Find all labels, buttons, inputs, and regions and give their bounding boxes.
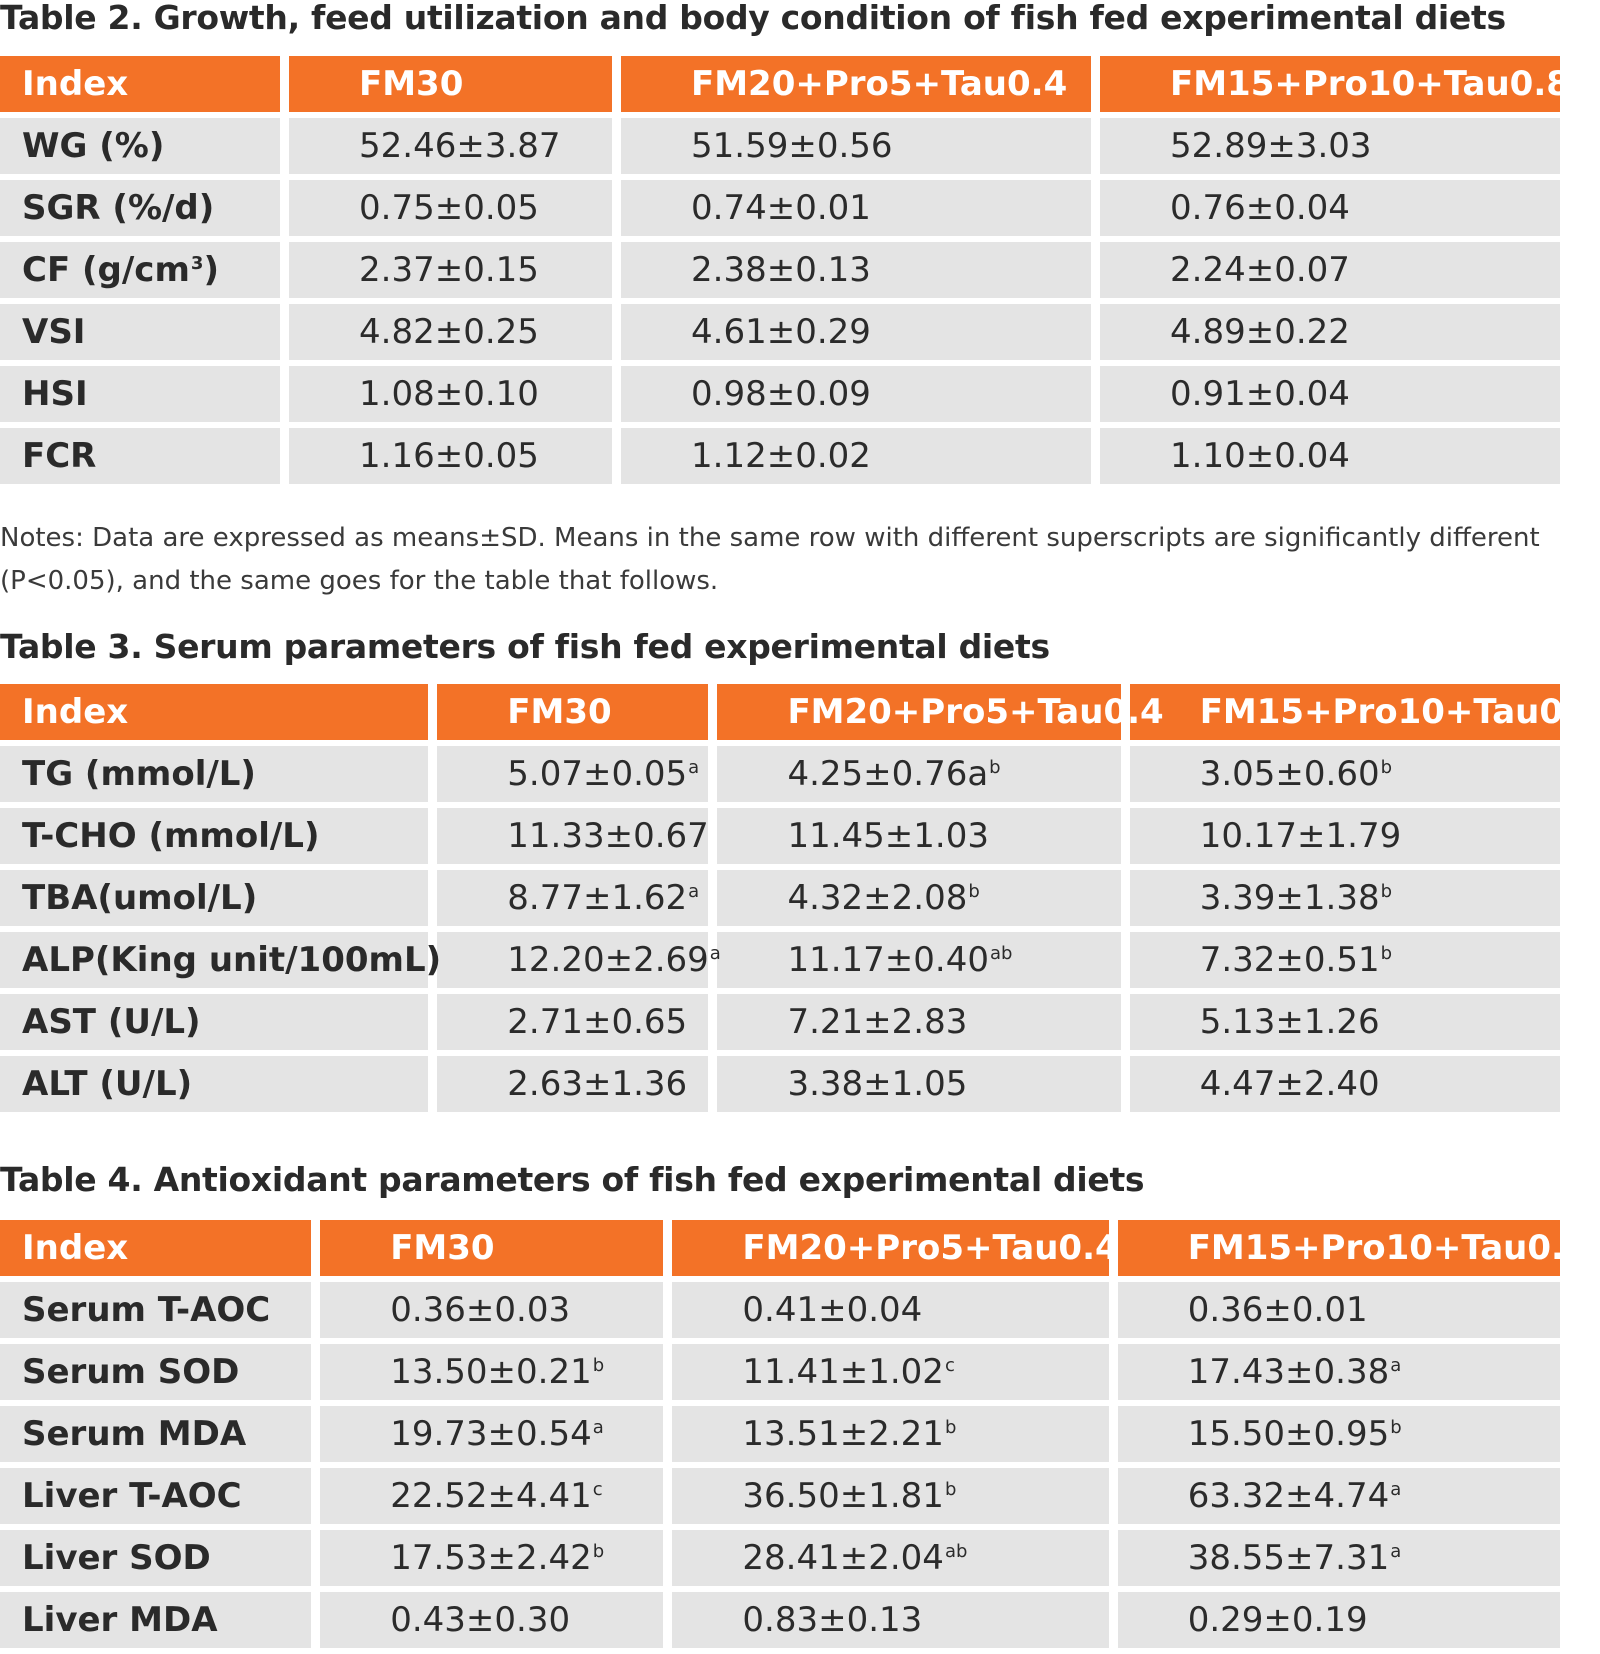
value-cell (289, 428, 612, 484)
significance-superscript: a (592, 1416, 604, 1438)
value-text: 0.43±0.30 (390, 1600, 571, 1640)
value-text: 2.71±0.65 (507, 1002, 688, 1042)
row-index-label (0, 428, 280, 484)
row-index-label (0, 746, 428, 802)
table3-title: Table 3. Serum parameters of fish fed experimental diets (0, 627, 1050, 666)
value-cell (717, 808, 1120, 864)
row-index-label (0, 932, 442, 988)
value-cell (621, 242, 1091, 298)
significance-superscript: b (1380, 880, 1393, 902)
value-cell (289, 118, 612, 174)
value-text: 38.55±7.31 (1187, 1538, 1390, 1578)
value-text: 1.16±0.05 (359, 436, 539, 476)
value-cell (289, 304, 612, 360)
significance-superscript: b (1380, 942, 1393, 964)
value-cell (621, 304, 1091, 360)
index-text: TBA(umol/L) (22, 878, 258, 918)
header-diet: FM15+Pro10+Tau0.8 (1130, 684, 1560, 740)
value-text: 17.43±0.38 (1187, 1352, 1390, 1392)
value-text: 3.05±0.60 (1199, 754, 1380, 794)
value-text: 4.82±0.25 (359, 312, 539, 352)
table4-title: Table 4. Antioxidant parameters of fish fed experimental diets (0, 1160, 1145, 1199)
value-cell (1100, 304, 1560, 360)
index-text: TG (mmol/L) (22, 754, 256, 794)
header-diet: FM30 (320, 1220, 663, 1276)
table-row (0, 1468, 1560, 1524)
row-index-label (0, 870, 428, 926)
value-text: 7.21±2.83 (787, 1002, 968, 1042)
value-cell (1130, 1056, 1560, 1112)
table-row (0, 1406, 1560, 1462)
value-cell (717, 1056, 1120, 1112)
index-text: Serum MDA (22, 1414, 247, 1454)
header-diet: FM15+Pro10+Tau0.8 (1100, 56, 1560, 112)
index-text: ALP(King unit/100mL) (22, 940, 442, 980)
value-text: 11.33±0.67 (507, 816, 709, 856)
value-text: 5.13±1.26 (1199, 1002, 1380, 1042)
value-text: 28.41±2.04 (742, 1538, 944, 1578)
row-index-label (0, 1592, 311, 1648)
value-text: 10.17±1.79 (1199, 816, 1402, 856)
value-text: 4.61±0.29 (691, 312, 871, 352)
value-cell (621, 180, 1091, 236)
significance-superscript: a (709, 942, 721, 964)
index-text: SGR (%/d) (22, 188, 215, 228)
index-text: VSI (22, 312, 86, 352)
value-text: 4.47±2.40 (1199, 1064, 1380, 1104)
value-text: 7.32±0.51 (1199, 940, 1380, 980)
header-diet: FM30 (289, 56, 612, 112)
value-text: 22.52±4.41 (390, 1476, 592, 1516)
value-cell (1100, 428, 1560, 484)
table-row (0, 304, 1560, 360)
value-text: 0.74±0.01 (691, 188, 871, 228)
value-cell (672, 1406, 1108, 1462)
value-text: 1.08±0.10 (359, 374, 539, 414)
header-diet: FM30 (437, 684, 708, 740)
significance-superscript: b (968, 880, 980, 902)
value-cell (1130, 746, 1560, 802)
value-text: 52.89±3.03 (1170, 126, 1372, 166)
value-cell (621, 428, 1091, 484)
value-text: 0.36±0.01 (1187, 1290, 1368, 1330)
value-text: 36.50±1.81 (742, 1476, 944, 1516)
row-index-label (0, 366, 280, 422)
significance-superscript: a (1390, 1478, 1402, 1500)
value-cell (1100, 180, 1560, 236)
significance-superscript: b (1380, 756, 1393, 778)
table-row (0, 994, 1560, 1050)
value-cell (672, 1468, 1108, 1524)
row-index-label (0, 304, 280, 360)
significance-superscript: ab (989, 942, 1013, 964)
value-cell (1100, 118, 1560, 174)
table-row (0, 428, 1560, 484)
index-text: Serum SOD (22, 1352, 240, 1392)
significance-superscript: a (1390, 1354, 1402, 1376)
row-index-label (0, 1530, 311, 1586)
value-text: 0.98±0.09 (691, 374, 871, 414)
table-row (0, 808, 1560, 864)
header-row (0, 56, 1560, 112)
value-cell (1118, 1406, 1560, 1462)
value-cell (1118, 1592, 1560, 1648)
table2-title: Table 2. Growth, feed utilization and body condition of fish fed experimental diets (0, 0, 1506, 37)
index-text: Serum T-AOC (22, 1290, 271, 1330)
value-cell (672, 1282, 1108, 1338)
value-text: 11.41±1.02 (742, 1352, 944, 1392)
value-text: 1.12±0.02 (691, 436, 871, 476)
value-cell (437, 932, 721, 988)
header-diet: FM20+Pro5+Tau0.4 (672, 1220, 1108, 1276)
value-cell (672, 1530, 1108, 1586)
table-row (0, 1592, 1560, 1648)
row-index-label (0, 1056, 428, 1112)
value-text: 0.29±0.19 (1187, 1600, 1368, 1640)
header-diet: FM15+Pro10+Tau0.8 (1118, 1220, 1560, 1276)
significance-superscript: b (592, 1540, 605, 1562)
table-row (0, 242, 1560, 298)
value-cell (717, 870, 1120, 926)
table-row (0, 180, 1560, 236)
value-text: 13.51±2.21 (742, 1414, 944, 1454)
value-cell (320, 1530, 663, 1586)
value-text: 3.38±1.05 (787, 1064, 968, 1104)
value-text: 11.45±1.03 (787, 816, 989, 856)
significance-superscript: b (944, 1416, 957, 1438)
index-text: Liver T-AOC (22, 1476, 242, 1516)
value-cell (1118, 1282, 1560, 1338)
row-index-label (0, 242, 280, 298)
value-text: 11.17±0.40 (787, 940, 989, 980)
table3 (0, 678, 1600, 1118)
significance-superscript: c (592, 1478, 603, 1500)
value-text: 0.75±0.05 (359, 188, 539, 228)
index-text: Liver SOD (22, 1538, 211, 1578)
value-text: 52.46±3.87 (359, 126, 561, 166)
significance-superscript: c (944, 1354, 955, 1376)
row-index-label (0, 994, 428, 1050)
table-row (0, 746, 1560, 802)
value-cell (1100, 366, 1560, 422)
value-cell (289, 242, 612, 298)
value-cell (621, 118, 1091, 174)
value-cell (1130, 994, 1560, 1050)
row-index-label (0, 1406, 311, 1462)
index-text: CF (g/cm (22, 250, 190, 290)
value-text: 0.36±0.03 (390, 1290, 571, 1330)
value-text: 2.37±0.15 (359, 250, 539, 290)
value-text: 2.38±0.13 (691, 250, 871, 290)
value-cell (437, 808, 708, 864)
value-text: 0.91±0.04 (1170, 374, 1350, 414)
table-row (0, 1344, 1560, 1400)
header-row (0, 684, 1560, 740)
value-text: 15.50±0.95 (1187, 1414, 1390, 1454)
significance-superscript: b (944, 1478, 957, 1500)
value-text: 3.39±1.38 (1199, 878, 1380, 918)
header-index: Index (0, 1220, 311, 1276)
index-text: ALT (U/L) (22, 1064, 193, 1104)
value-text: 0.41±0.04 (742, 1290, 923, 1330)
index-text: FCR (22, 436, 97, 476)
value-cell (1130, 870, 1560, 926)
value-cell (437, 746, 708, 802)
value-cell (1130, 932, 1560, 988)
value-cell (289, 366, 612, 422)
value-cell (437, 870, 708, 926)
value-text: 2.24±0.07 (1170, 250, 1350, 290)
header-index: Index (0, 684, 428, 740)
table2 (0, 50, 1569, 490)
value-cell (437, 1056, 708, 1112)
value-text: 2.63±1.36 (507, 1064, 688, 1104)
index-text: AST (U/L) (22, 1002, 201, 1042)
row-index-label (0, 1344, 311, 1400)
value-text: 1.10±0.04 (1170, 436, 1350, 476)
value-cell (320, 1282, 663, 1338)
value-text: 8.77±1.62 (507, 878, 688, 918)
table-row (0, 932, 1560, 988)
value-cell (437, 994, 708, 1050)
significance-superscript: a (1390, 1540, 1402, 1562)
table-row (0, 118, 1560, 174)
value-cell (717, 994, 1120, 1050)
table-row (0, 1282, 1560, 1338)
value-text: 19.73±0.54 (390, 1414, 592, 1454)
value-cell (320, 1592, 663, 1648)
value-text: 63.32±4.74 (1187, 1476, 1390, 1516)
table-row (0, 1056, 1560, 1112)
value-cell (1118, 1344, 1560, 1400)
row-index-label (0, 1468, 311, 1524)
value-cell (717, 932, 1120, 988)
value-text: 4.25±0.76a (787, 754, 989, 794)
value-cell (717, 746, 1120, 802)
table-row (0, 870, 1560, 926)
value-text: 4.32±2.08 (787, 878, 968, 918)
table-row (0, 366, 1560, 422)
significance-superscript: b (989, 756, 1001, 778)
row-index-label (0, 1282, 311, 1338)
value-text: 51.59±0.56 (691, 126, 893, 166)
significance-superscript: a (688, 880, 700, 902)
row-index-label (0, 808, 428, 864)
index-superscript: 3 (190, 252, 204, 274)
significance-superscript: b (592, 1354, 605, 1376)
header-diet: FM20+Pro5+Tau0.4 (621, 56, 1091, 112)
row-index-label (0, 180, 280, 236)
table4 (0, 1214, 1588, 1654)
table-notes: Notes: Data are expressed as means±SD. Means in the same row with different superscripts are significantly different (P<0.05), and the same goes for the table that follows. (0, 523, 1540, 596)
significance-superscript: a (688, 756, 700, 778)
value-text: 0.83±0.13 (742, 1600, 923, 1640)
index-text: T-CHO (mmol/L) (22, 816, 320, 856)
value-text: 4.89±0.22 (1170, 312, 1350, 352)
value-cell (1118, 1530, 1560, 1586)
value-cell (1130, 808, 1560, 864)
value-text: 13.50±0.21 (390, 1352, 592, 1392)
value-cell (1100, 242, 1560, 298)
value-cell (1118, 1468, 1560, 1524)
index-text: Liver MDA (22, 1600, 218, 1640)
index-text: HSI (22, 374, 88, 414)
header-row (0, 1220, 1560, 1276)
table-row (0, 1530, 1560, 1586)
index-text: WG (%) (22, 126, 165, 166)
index-tail: ) (203, 250, 219, 290)
value-cell (320, 1406, 663, 1462)
value-cell (672, 1592, 1108, 1648)
value-text: 17.53±2.42 (390, 1538, 592, 1578)
value-cell (289, 180, 612, 236)
value-cell (320, 1344, 663, 1400)
value-cell (320, 1468, 663, 1524)
row-index-label (0, 118, 280, 174)
value-cell (621, 366, 1091, 422)
header-diet: FM20+Pro5+Tau0.4 (717, 684, 1120, 740)
header-index: Index (0, 56, 280, 112)
significance-superscript: b (1390, 1416, 1402, 1438)
significance-superscript: ab (944, 1540, 968, 1562)
value-text: 0.76±0.04 (1170, 188, 1350, 228)
value-text: 12.20±2.69 (507, 940, 709, 980)
value-cell (672, 1344, 1108, 1400)
value-text: 5.07±0.05 (507, 754, 688, 794)
